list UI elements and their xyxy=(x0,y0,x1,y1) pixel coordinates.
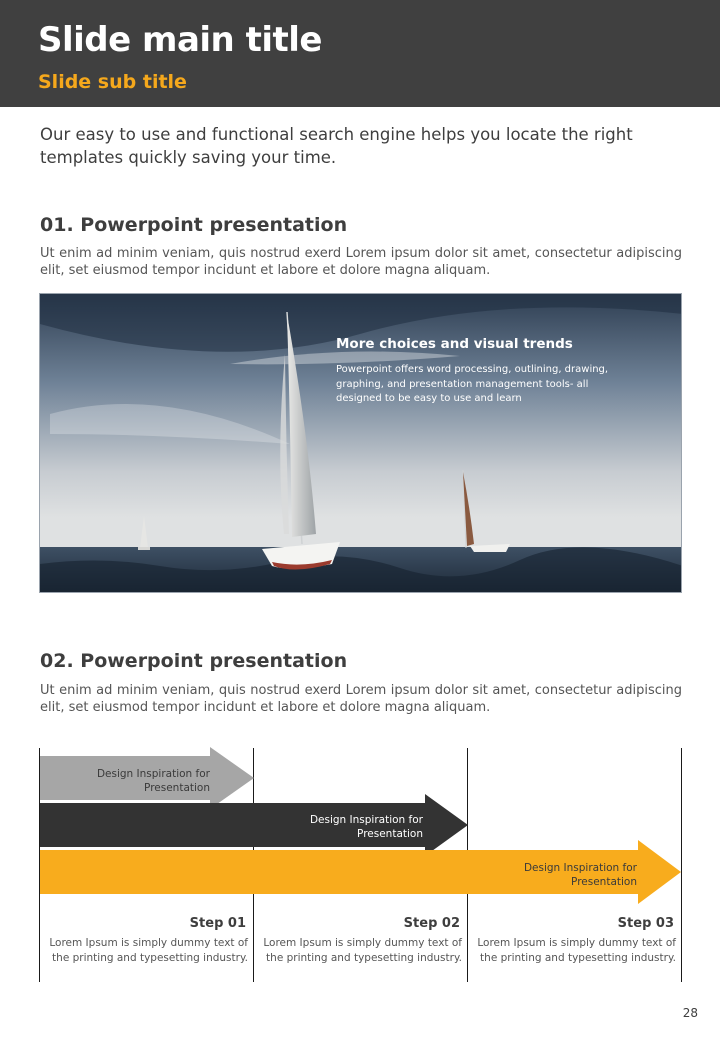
intro-text: Our easy to use and functional search engine helps you locate the right templates quickly saving your time. xyxy=(40,125,633,167)
step-2-title: Step 02 xyxy=(403,916,460,931)
sailboat-photo xyxy=(39,293,682,593)
step-3-description: Lorem Ipsum is simply dummy text of the printing and typesetting industry. xyxy=(477,937,676,964)
step-3-arrow-label: Design Inspiration for Presentation xyxy=(523,862,637,888)
step-2-arrow-label: Design Inspiration for Presentation xyxy=(309,814,423,840)
slide-sub-title: Slide sub title xyxy=(38,71,187,93)
step-2-description: Lorem Ipsum is simply dummy text of the printing and typesetting industry. xyxy=(263,937,462,964)
photo-description: Powerpoint offers word processing, outlining, drawing, graphing, and presentation management tools- all designed to be easy to use and learn xyxy=(336,364,609,404)
step-1-arrow-label: Design Inspiration for Presentation xyxy=(96,768,210,794)
step-1-description: Lorem Ipsum is simply dummy text of the printing and typesetting industry. xyxy=(49,937,248,964)
step-3-title: Step 03 xyxy=(617,916,674,931)
section-2-body: Ut enim ad minim veniam, quis nostrud exerd Lorem ipsum dolor sit amet, consectetur adipiscing elit, set eiusmod tempor incidunt et labore et dolore magna aliquam. xyxy=(40,683,682,715)
step-1-title: Step 01 xyxy=(189,916,246,931)
page-number: 28 xyxy=(682,1006,698,1020)
section-1-body: Ut enim ad minim veniam, quis nostrud exerd Lorem ipsum dolor sit amet, consectetur adipiscing elit, set eiusmod tempor incidunt et labore et dolore magna aliquam. xyxy=(40,246,682,278)
slide-main-title: Slide main title xyxy=(38,20,322,60)
section-2-title: 02. Powerpoint presentation xyxy=(40,650,348,672)
section-1-title: 01. Powerpoint presentation xyxy=(40,214,348,236)
header-bar xyxy=(0,0,720,107)
photo-heading: More choices and visual trends xyxy=(336,336,573,352)
